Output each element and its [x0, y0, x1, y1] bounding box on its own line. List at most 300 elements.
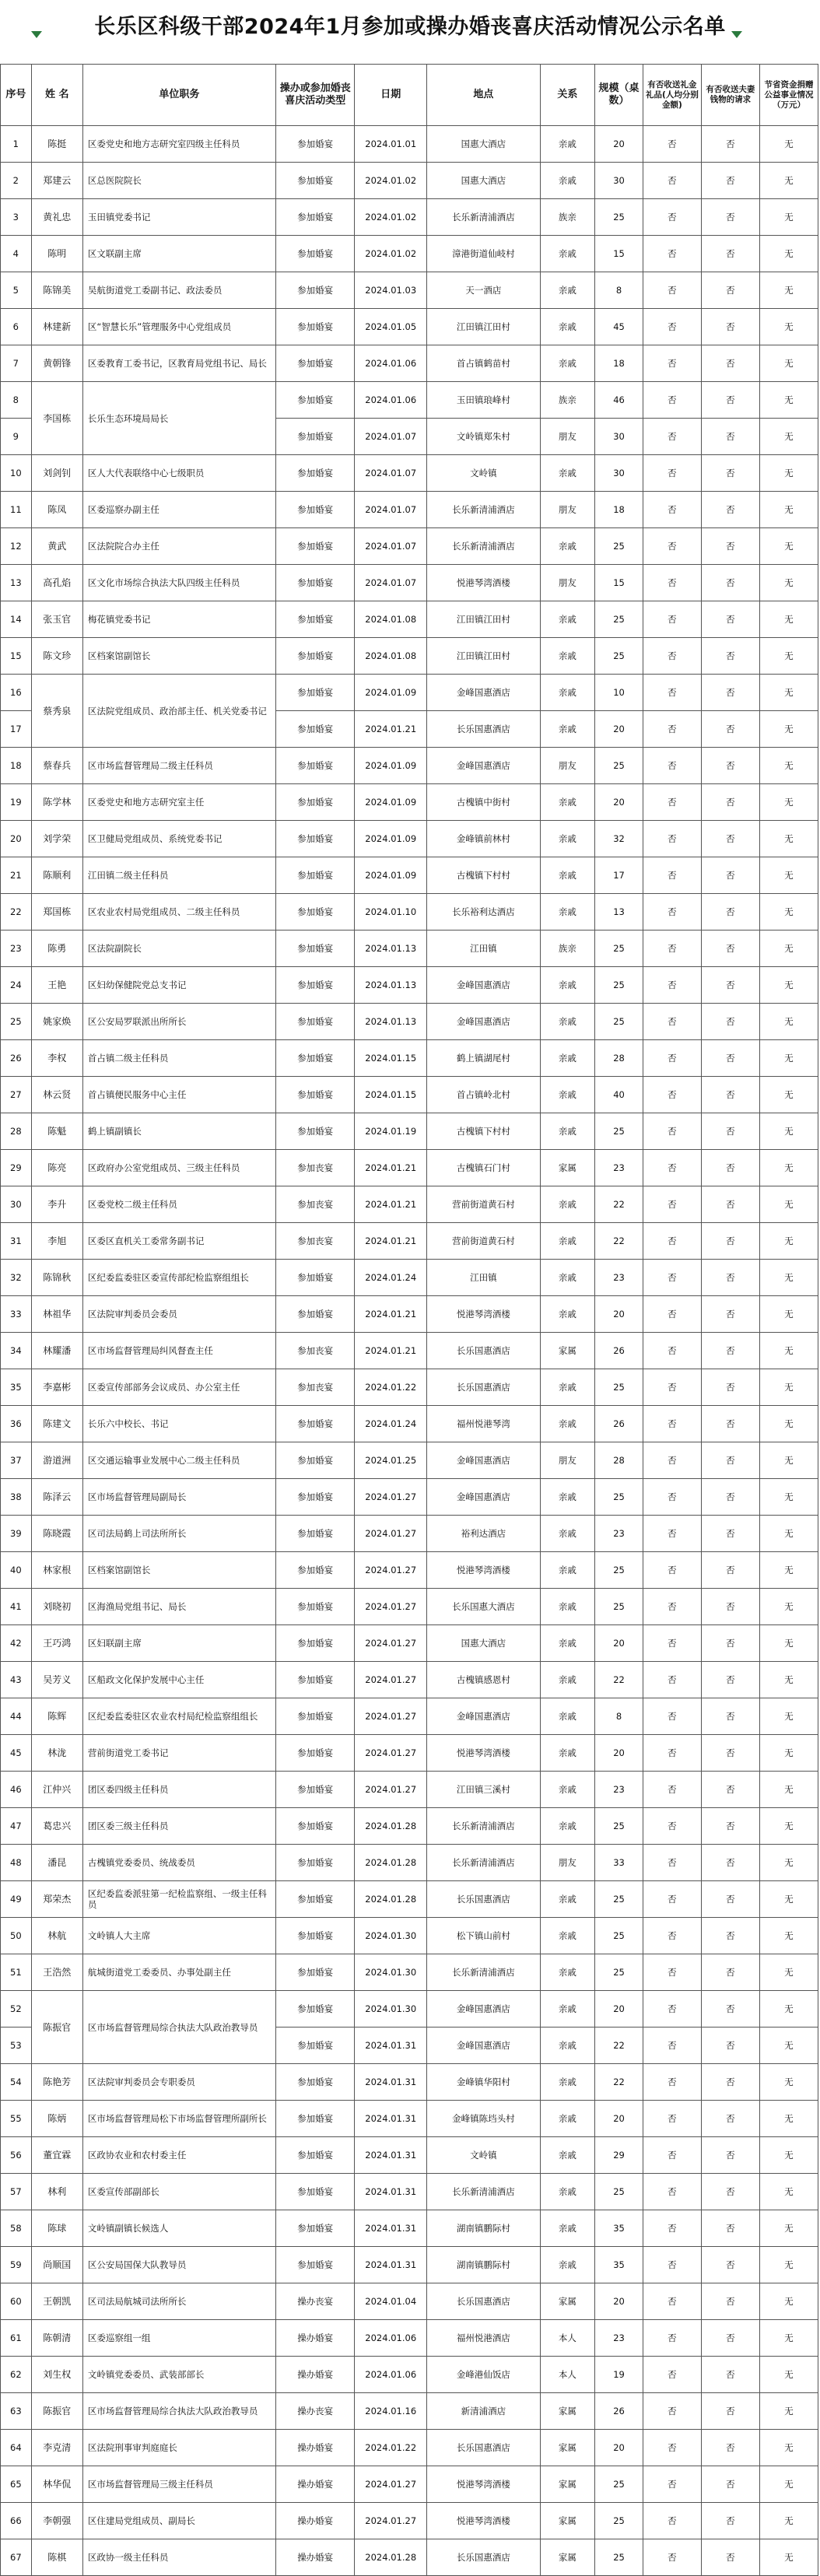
cell-type: 参加婚宴	[275, 894, 354, 931]
cell-date: 2024.01.27	[355, 1552, 427, 1589]
cell-name: 蔡秀泉	[31, 675, 82, 748]
cell-donation: 无	[759, 492, 818, 528]
cell-gift: 否	[643, 1004, 701, 1040]
cell-type: 操办丧宴	[275, 2393, 354, 2430]
cell-name: 陈棋	[31, 2539, 82, 2576]
cell-donation: 无	[759, 236, 818, 272]
cell-gift: 否	[643, 2210, 701, 2247]
cell-unit: 区法院刑事审判庭庭长	[82, 2430, 275, 2466]
cell-date: 2024.01.28	[355, 1845, 427, 1881]
table-row	[1, 1662, 818, 1698]
cell-no: 34	[1, 1333, 32, 1369]
cell-request: 否	[701, 1918, 759, 1954]
cell-date: 2024.01.30	[355, 1918, 427, 1954]
cell-type: 参加婚宴	[275, 1040, 354, 1077]
header-gift: 有否收送礼金礼品(人均分别金额)	[643, 65, 701, 126]
cell-name: 陈泽云	[31, 1479, 82, 1516]
cell-relation: 朋友	[540, 565, 595, 601]
cell-place: 金峰国惠酒店	[427, 748, 541, 784]
cell-unit: 区市场监督管理局副局长	[82, 1479, 275, 1516]
cell-gift: 否	[643, 931, 701, 967]
cell-date: 2024.01.05	[355, 309, 427, 345]
cell-gift: 否	[643, 1150, 701, 1186]
table-row	[1, 1625, 818, 1662]
cell-unit: 区公安局罗联派出所所长	[82, 1004, 275, 1040]
cell-request: 否	[701, 2064, 759, 2101]
cell-scale: 40	[595, 1077, 643, 1113]
cell-type: 参加婚宴	[275, 748, 354, 784]
cell-donation: 无	[759, 1333, 818, 1369]
cell-unit: 首占镇便民服务中心主任	[82, 1077, 275, 1113]
cell-name: 黄武	[31, 528, 82, 565]
cell-no: 2	[1, 163, 32, 199]
cell-scale: 25	[595, 1954, 643, 1991]
cell-unit: 区纪委监委驻区委宣传部纪检监察组组长	[82, 1260, 275, 1296]
cell-relation: 亲戚	[540, 821, 595, 857]
cell-scale: 25	[595, 2466, 643, 2503]
cell-gift: 否	[643, 126, 701, 163]
table-row	[1, 1881, 818, 1918]
cell-no: 26	[1, 1040, 32, 1077]
cell-type: 参加婚宴	[275, 1625, 354, 1662]
cell-no: 21	[1, 857, 32, 894]
cell-date: 2024.01.27	[355, 2466, 427, 2503]
cell-type: 参加婚宴	[275, 236, 354, 272]
cell-gift: 否	[643, 2028, 701, 2064]
cell-donation: 无	[759, 1113, 818, 1150]
cell-date: 2024.01.21	[355, 711, 427, 748]
disclosure-table	[0, 64, 818, 2576]
cell-scale: 25	[595, 1113, 643, 1150]
cell-date: 2024.01.07	[355, 419, 427, 455]
cell-donation: 无	[759, 1040, 818, 1077]
cell-type: 参加婚宴	[275, 1113, 354, 1150]
cell-unit: 区法院审判委员会委员	[82, 1296, 275, 1333]
cell-donation: 无	[759, 1186, 818, 1223]
cell-scale: 25	[595, 2503, 643, 2539]
cell-request: 否	[701, 163, 759, 199]
cell-place: 国惠大酒店	[427, 1625, 541, 1662]
cell-request: 否	[701, 126, 759, 163]
cell-type: 参加婚宴	[275, 2137, 354, 2174]
table-row	[1, 1772, 818, 1808]
cell-donation: 无	[759, 1589, 818, 1625]
cell-gift: 否	[643, 492, 701, 528]
cell-type: 参加丧宴	[275, 1223, 354, 1260]
cell-place: 江田镇	[427, 931, 541, 967]
cell-type: 参加婚宴	[275, 857, 354, 894]
cell-gift: 否	[643, 1333, 701, 1369]
cell-relation: 族亲	[540, 931, 595, 967]
cell-request: 否	[701, 1662, 759, 1698]
cell-scale: 25	[595, 638, 643, 675]
cell-gift: 否	[643, 967, 701, 1004]
table-row	[1, 1406, 818, 1442]
cell-relation: 亲戚	[540, 784, 595, 821]
cell-gift: 否	[643, 1406, 701, 1442]
cell-name: 陈振官	[31, 2393, 82, 2430]
cell-request: 否	[701, 2503, 759, 2539]
cell-request: 否	[701, 1479, 759, 1516]
cell-donation: 无	[759, 821, 818, 857]
cell-name: 陈球	[31, 2210, 82, 2247]
cell-no: 51	[1, 1954, 32, 1991]
cell-name: 林航	[31, 1918, 82, 1954]
cell-type: 参加婚宴	[275, 967, 354, 1004]
cell-request: 否	[701, 1223, 759, 1260]
table-row	[1, 748, 818, 784]
cell-gift: 否	[643, 1662, 701, 1698]
cell-gift: 否	[643, 2503, 701, 2539]
cell-no: 9	[1, 419, 32, 455]
cell-no: 3	[1, 199, 32, 236]
cell-relation: 亲戚	[540, 1772, 595, 1808]
cell-place: 古槐镇中街村	[427, 784, 541, 821]
cell-place: 长乐国惠酒店	[427, 1333, 541, 1369]
table-row	[1, 1186, 818, 1223]
cell-unit: 鹤上镇副镇长	[82, 1113, 275, 1150]
cell-donation: 无	[759, 894, 818, 931]
cell-name: 刘生权	[31, 2357, 82, 2393]
cell-name: 李朝强	[31, 2503, 82, 2539]
table-row	[1, 199, 818, 236]
cell-date: 2024.01.07	[355, 492, 427, 528]
cell-request: 否	[701, 1698, 759, 1735]
cell-gift: 否	[643, 2320, 701, 2357]
cell-type: 参加婚宴	[275, 309, 354, 345]
cell-no: 33	[1, 1296, 32, 1333]
cell-relation: 朋友	[540, 419, 595, 455]
cell-scale: 26	[595, 1333, 643, 1369]
cell-name: 陈炳	[31, 2101, 82, 2137]
cell-relation: 亲戚	[540, 1077, 595, 1113]
table-row	[1, 675, 818, 711]
cell-date: 2024.01.21	[355, 1333, 427, 1369]
cell-relation: 亲戚	[540, 272, 595, 309]
cell-no: 56	[1, 2137, 32, 2174]
cell-relation: 亲戚	[540, 163, 595, 199]
cell-date: 2024.01.22	[355, 1369, 427, 1406]
cell-scale: 25	[595, 1918, 643, 1954]
cell-gift: 否	[643, 2247, 701, 2283]
cell-request: 否	[701, 857, 759, 894]
cell-donation: 无	[759, 2466, 818, 2503]
cell-request: 否	[701, 2320, 759, 2357]
cell-scale: 19	[595, 2357, 643, 2393]
cell-name: 陈魁	[31, 1113, 82, 1150]
cell-gift: 否	[643, 857, 701, 894]
cell-type: 参加婚宴	[275, 455, 354, 492]
cell-donation: 无	[759, 126, 818, 163]
cell-relation: 家属	[540, 1333, 595, 1369]
cell-request: 否	[701, 2028, 759, 2064]
table-row	[1, 528, 818, 565]
cell-request: 否	[701, 1333, 759, 1369]
table-row	[1, 1918, 818, 1954]
cell-relation: 家属	[540, 2539, 595, 2576]
cell-donation: 无	[759, 2247, 818, 2283]
cell-no: 59	[1, 2247, 32, 2283]
cell-date: 2024.01.30	[355, 1991, 427, 2028]
cell-gift: 否	[643, 601, 701, 638]
cell-no: 35	[1, 1369, 32, 1406]
cell-name: 陈顺利	[31, 857, 82, 894]
cell-name: 林利	[31, 2174, 82, 2210]
cell-gift: 否	[643, 309, 701, 345]
cell-place: 江田镇江田村	[427, 309, 541, 345]
cell-date: 2024.01.07	[355, 455, 427, 492]
table-row	[1, 894, 818, 931]
cell-scale: 25	[595, 2539, 643, 2576]
cell-scale: 25	[595, 528, 643, 565]
cell-gift: 否	[643, 2101, 701, 2137]
cell-unit: 区船政文化保护发展中心主任	[82, 1662, 275, 1698]
cell-type: 参加婚宴	[275, 1260, 354, 1296]
cell-date: 2024.01.27	[355, 1662, 427, 1698]
cell-scale: 20	[595, 711, 643, 748]
table-row	[1, 821, 818, 857]
header-no: 序号	[1, 65, 32, 126]
cell-gift: 否	[643, 2357, 701, 2393]
table-row	[1, 1954, 818, 1991]
cell-place: 国惠大酒店	[427, 126, 541, 163]
table-row	[1, 1004, 818, 1040]
cell-request: 否	[701, 821, 759, 857]
table-row	[1, 2137, 818, 2174]
cell-type: 参加婚宴	[275, 1772, 354, 1808]
cell-scale: 8	[595, 272, 643, 309]
header-date: 日期	[355, 65, 427, 126]
cell-unit: 长乐生态环境局局长	[82, 382, 275, 455]
table-row	[1, 1113, 818, 1150]
cell-unit: 吴航街道党工委副书记、政法委员	[82, 272, 275, 309]
cell-type: 参加婚宴	[275, 1004, 354, 1040]
cell-date: 2024.01.08	[355, 601, 427, 638]
cell-donation: 无	[759, 931, 818, 967]
cell-gift: 否	[643, 1954, 701, 1991]
cell-gift: 否	[643, 2430, 701, 2466]
cell-donation: 无	[759, 1296, 818, 1333]
cell-relation: 亲戚	[540, 2028, 595, 2064]
cell-gift: 否	[643, 1113, 701, 1150]
cell-place: 长乐国惠酒店	[427, 1881, 541, 1918]
cell-date: 2024.01.06	[355, 2320, 427, 2357]
cell-no: 17	[1, 711, 32, 748]
cell-gift: 否	[643, 2466, 701, 2503]
table-row	[1, 2101, 818, 2137]
cell-gift: 否	[643, 345, 701, 382]
cell-unit: 区妇幼保健院党总支书记	[82, 967, 275, 1004]
cell-request: 否	[701, 2466, 759, 2503]
cell-relation: 亲戚	[540, 894, 595, 931]
cell-scale: 25	[595, 2174, 643, 2210]
cell-request: 否	[701, 199, 759, 236]
cell-unit: 区委巡察组一组	[82, 2320, 275, 2357]
cell-scale: 20	[595, 1296, 643, 1333]
cell-name: 高孔焰	[31, 565, 82, 601]
cell-no: 46	[1, 1772, 32, 1808]
cell-name: 林华侃	[31, 2466, 82, 2503]
cell-date: 2024.01.09	[355, 857, 427, 894]
cell-request: 否	[701, 1516, 759, 1552]
cell-no: 19	[1, 784, 32, 821]
header-scale: 规模（桌数）	[595, 65, 643, 126]
cell-relation: 亲戚	[540, 638, 595, 675]
cell-name: 黄礼忠	[31, 199, 82, 236]
cell-place: 江田镇三溪村	[427, 1772, 541, 1808]
cell-type: 操办婚宴	[275, 2320, 354, 2357]
table-row	[1, 455, 818, 492]
cell-relation: 亲戚	[540, 1004, 595, 1040]
cell-no: 24	[1, 967, 32, 1004]
cell-no: 67	[1, 2539, 32, 2576]
header-relation: 关系	[540, 65, 595, 126]
cell-gift: 否	[643, 1918, 701, 1954]
cell-type: 参加婚宴	[275, 1808, 354, 1845]
cell-no: 43	[1, 1662, 32, 1698]
cell-type: 参加婚宴	[275, 1406, 354, 1442]
cell-donation: 无	[759, 199, 818, 236]
table-row	[1, 2320, 818, 2357]
cell-relation: 亲戚	[540, 711, 595, 748]
cell-donation: 无	[759, 1442, 818, 1479]
cell-no: 47	[1, 1808, 32, 1845]
cell-type: 参加婚宴	[275, 492, 354, 528]
cell-name: 林云贤	[31, 1077, 82, 1113]
cell-unit: 区法院院合办主任	[82, 528, 275, 565]
cell-place: 金峰镇前林村	[427, 821, 541, 857]
cell-date: 2024.01.07	[355, 528, 427, 565]
cell-place: 新清浦酒店	[427, 2393, 541, 2430]
cell-donation: 无	[759, 455, 818, 492]
cell-unit: 玉田镇党委书记	[82, 199, 275, 236]
cell-relation: 亲戚	[540, 1406, 595, 1442]
cell-gift: 否	[643, 2064, 701, 2101]
cell-relation: 亲戚	[540, 1954, 595, 1991]
cell-unit: 区委巡察办副主任	[82, 492, 275, 528]
cell-name: 陈凤	[31, 492, 82, 528]
cell-gift: 否	[643, 1589, 701, 1625]
cell-place: 文岭镇	[427, 455, 541, 492]
cell-place: 江田镇	[427, 1260, 541, 1296]
table-row	[1, 1296, 818, 1333]
cell-relation: 亲戚	[540, 1186, 595, 1223]
cell-unit: 区法院党组成员、政治部主任、机关党委书记	[82, 675, 275, 748]
cell-date: 2024.01.28	[355, 1881, 427, 1918]
cell-scale: 23	[595, 1772, 643, 1808]
cell-name: 陈晓霞	[31, 1516, 82, 1552]
cell-date: 2024.01.09	[355, 748, 427, 784]
cell-type: 参加婚宴	[275, 419, 354, 455]
cell-scale: 20	[595, 1735, 643, 1772]
cell-gift: 否	[643, 1625, 701, 1662]
cell-scale: 23	[595, 1150, 643, 1186]
cell-place: 金峰国惠酒店	[427, 2028, 541, 2064]
cell-no: 39	[1, 1516, 32, 1552]
cell-place: 金峰国惠酒店	[427, 1442, 541, 1479]
cell-request: 否	[701, 931, 759, 967]
cell-gift: 否	[643, 1698, 701, 1735]
cell-donation: 无	[759, 1552, 818, 1589]
cell-type: 参加丧宴	[275, 1333, 354, 1369]
cell-date: 2024.01.31	[355, 2028, 427, 2064]
cell-donation: 无	[759, 1772, 818, 1808]
cell-relation: 朋友	[540, 1845, 595, 1881]
cell-name: 刘晓初	[31, 1589, 82, 1625]
cell-type: 参加婚宴	[275, 1589, 354, 1625]
cell-request: 否	[701, 2430, 759, 2466]
cell-no: 44	[1, 1698, 32, 1735]
cell-unit: 区住建局党组成员、副局长	[82, 2503, 275, 2539]
cell-gift: 否	[643, 236, 701, 272]
cell-request: 否	[701, 1991, 759, 2028]
cell-date: 2024.01.27	[355, 1516, 427, 1552]
cell-donation: 无	[759, 2028, 818, 2064]
cell-no: 48	[1, 1845, 32, 1881]
cell-no: 16	[1, 675, 32, 711]
cell-request: 否	[701, 638, 759, 675]
cell-relation: 亲戚	[540, 345, 595, 382]
table-row	[1, 1735, 818, 1772]
cell-type: 参加婚宴	[275, 1552, 354, 1589]
cell-name: 李国栋	[31, 382, 82, 455]
cell-request: 否	[701, 492, 759, 528]
cell-place: 营前街道黄石村	[427, 1223, 541, 1260]
cell-gift: 否	[643, 1077, 701, 1113]
cell-relation: 亲戚	[540, 1735, 595, 1772]
cell-scale: 30	[595, 419, 643, 455]
cell-request: 否	[701, 1004, 759, 1040]
cell-date: 2024.01.06	[355, 2357, 427, 2393]
cell-name: 陈挺	[31, 126, 82, 163]
cell-name: 陈朝清	[31, 2320, 82, 2357]
cell-type: 操办婚宴	[275, 2503, 354, 2539]
cell-date: 2024.01.07	[355, 565, 427, 601]
cell-type: 参加婚宴	[275, 2247, 354, 2283]
cell-name: 林建新	[31, 309, 82, 345]
cell-scale: 25	[595, 1881, 643, 1918]
cell-name: 葛忠兴	[31, 1808, 82, 1845]
cell-scale: 10	[595, 675, 643, 711]
cell-date: 2024.01.06	[355, 345, 427, 382]
cell-scale: 23	[595, 1260, 643, 1296]
cell-donation: 无	[759, 1735, 818, 1772]
cell-no: 12	[1, 528, 32, 565]
table-row	[1, 1991, 818, 2028]
cell-relation: 亲戚	[540, 236, 595, 272]
header-donation: 节省资金捐赠公益事业情况（万元）	[759, 65, 818, 126]
table-row	[1, 1040, 818, 1077]
cell-scale: 33	[595, 1845, 643, 1881]
cell-place: 长乐裕利达酒店	[427, 894, 541, 931]
table-row	[1, 1552, 818, 1589]
cell-place: 长乐国惠酒店	[427, 2430, 541, 2466]
header-name: 姓 名	[31, 65, 82, 126]
cell-date: 2024.01.31	[355, 2064, 427, 2101]
cell-gift: 否	[643, 748, 701, 784]
cell-date: 2024.01.21	[355, 1150, 427, 1186]
cell-type: 操办丧宴	[275, 2283, 354, 2320]
cell-unit: 区委教育工委书记，区教育局党组书记、局长	[82, 345, 275, 382]
cell-type: 参加婚宴	[275, 2064, 354, 2101]
cell-donation: 无	[759, 748, 818, 784]
title-bar	[0, 0, 820, 47]
cell-relation: 朋友	[540, 748, 595, 784]
cell-relation: 亲戚	[540, 2247, 595, 2283]
cell-scale: 25	[595, 1004, 643, 1040]
cell-unit: 文岭镇副镇长候选人	[82, 2210, 275, 2247]
cell-no: 6	[1, 309, 32, 345]
